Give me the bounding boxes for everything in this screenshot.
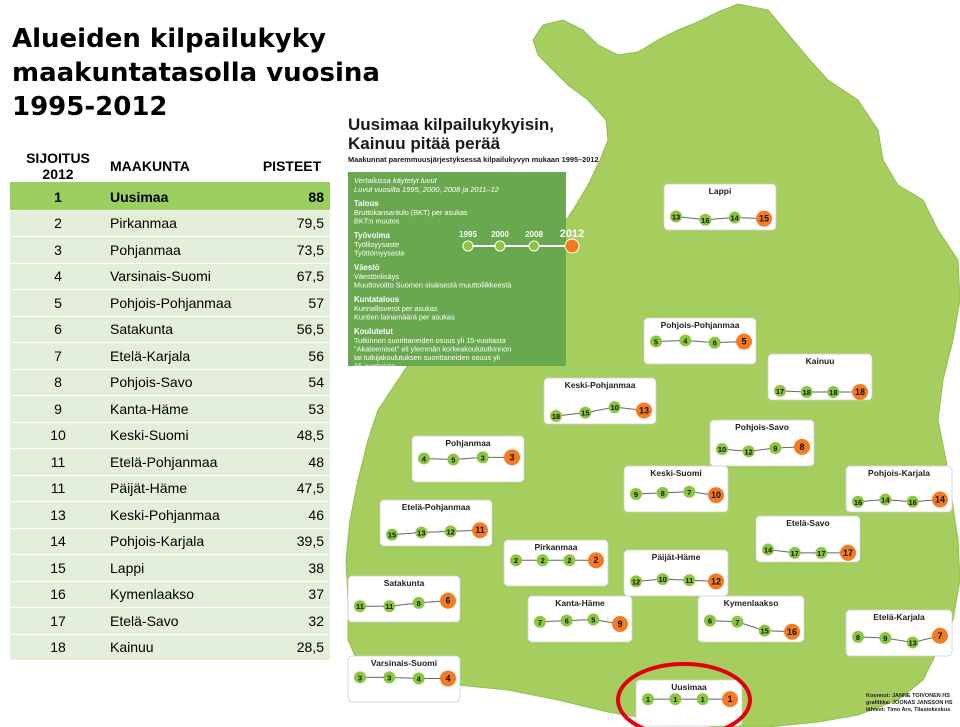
- rank-value: 14: [881, 495, 890, 505]
- region-callout: [624, 466, 728, 512]
- legend-year-label: 2008: [525, 230, 543, 239]
- legend-section-heading: Kuntatalous: [354, 295, 400, 304]
- rank-cell: 18: [10, 634, 106, 661]
- rank-value: 7: [687, 487, 692, 497]
- legend-section-line: tai tutkijakoulutuksen suorittaneiden osuus yli: [354, 353, 501, 362]
- map-subheadline: Maakunnat paremmuusjärjestyksessä kilpailukyvyn mukaan 1995–2012: [348, 155, 599, 164]
- rank-value: 4: [421, 454, 427, 464]
- rank-value: 8: [416, 598, 421, 608]
- table-row: [10, 316, 330, 343]
- table-header-row: [10, 150, 330, 183]
- legend-section-line: 15-vuotiaista: [354, 361, 396, 371]
- region-callout: [504, 540, 608, 586]
- legend-section-line: BKT:n muutos: [354, 216, 400, 226]
- region-callout: [528, 596, 632, 642]
- rank-cell: 11: [10, 475, 106, 502]
- score-cell: 46: [254, 502, 330, 529]
- rank-value: 9: [883, 634, 888, 643]
- credits-line-1: Koonnut: JANNE TOIVONEN HS: [866, 693, 950, 699]
- rank-value: 8: [660, 488, 665, 498]
- callout-region-name: Pohjois-Pohjanmaa: [660, 320, 740, 330]
- rank-value: 14: [763, 545, 773, 555]
- region-cell: Kainuu: [106, 634, 254, 661]
- callout-region-name: Pohjanmaa: [445, 438, 491, 448]
- region-callout: [348, 576, 460, 622]
- table-row: [10, 343, 330, 370]
- rank-value: 7: [937, 630, 943, 641]
- rank-value: 15: [387, 530, 397, 540]
- score-cell: 48: [254, 449, 330, 476]
- region-callout: [698, 596, 804, 642]
- callout-region-name: Etelä-Karjala: [873, 612, 925, 622]
- rank-value: 16: [908, 497, 917, 507]
- rank-value: 3: [509, 452, 515, 463]
- rank-value: 9: [773, 444, 778, 453]
- rank-value: 10: [610, 403, 619, 413]
- region-cell: Etelä-Karjala: [106, 343, 254, 370]
- rank-value: 12: [631, 577, 641, 587]
- legend-year-dot: [495, 241, 505, 251]
- rank-value: 2: [540, 556, 545, 566]
- score-cell: 73,5: [254, 237, 330, 264]
- table-row: [10, 555, 330, 582]
- callout-region-name: Etelä-Pohjanmaa: [401, 502, 471, 512]
- legend-section-line: Bruttokansantulo (BKT) per asukas: [354, 208, 468, 217]
- callout-region-name: Satakunta: [383, 578, 425, 588]
- rank-cell: 11: [10, 449, 106, 476]
- legend-section-heading: Väestö: [354, 263, 380, 272]
- rank-value: 15: [760, 626, 769, 636]
- callout-region-name: Keski-Pohjanmaa: [564, 380, 636, 390]
- rank-value: 12: [710, 576, 722, 587]
- table-row: [10, 183, 330, 210]
- callout-region-name: Pirkanmaa: [534, 542, 578, 552]
- region-cell: Uusimaa: [106, 183, 254, 210]
- region-cell: Pohjois-Karjala: [106, 528, 254, 555]
- rank-value: 9: [617, 619, 623, 629]
- legend-section-line: Väestönlisäys: [354, 272, 400, 281]
- table-row: [10, 475, 330, 502]
- rank-value: 3: [480, 453, 485, 463]
- rank-value: 5: [591, 615, 596, 625]
- rank-value: 17: [842, 547, 854, 558]
- rank-cell: 15: [10, 555, 106, 582]
- legend-intro-1: Vertailussa käytetyt luvut: [354, 176, 437, 185]
- region-callout: [348, 656, 460, 702]
- rank-value: 13: [638, 405, 650, 416]
- rank-value: 4: [416, 674, 421, 684]
- region-cell: Pohjanmaa: [106, 237, 254, 264]
- rank-value: 14: [730, 213, 739, 223]
- region-cell: Satakunta: [106, 316, 254, 343]
- table-row: [10, 449, 330, 476]
- rank-cell: 4: [10, 263, 106, 290]
- score-cell: 47,5: [254, 475, 330, 502]
- rank-value: 6: [712, 338, 717, 348]
- legend-year-label: 2012: [559, 228, 585, 240]
- region-cell: Pohjois-Pohjanmaa: [106, 290, 254, 317]
- rank-value: 5: [451, 455, 456, 465]
- rank-value: 4: [445, 673, 451, 684]
- rank-value: 18: [551, 412, 561, 421]
- score-cell: 56,5: [254, 316, 330, 343]
- region-cell: Keski-Pohjanmaa: [106, 502, 254, 529]
- score-cell: 32: [254, 608, 330, 635]
- table-row: [10, 422, 330, 449]
- rank-value: 1: [727, 694, 733, 705]
- region-header: MAAKUNTA: [106, 150, 254, 183]
- rank-value: 12: [446, 527, 455, 537]
- rank-value: 3: [387, 673, 392, 683]
- legend-section-line: Muuttovoitto Suomen sisäisestä muuttoliikkeestä: [354, 280, 512, 290]
- legend-section-line: "Akateemiset" eli ylemmän korkeakoulututkinnon: [354, 344, 512, 354]
- rank-value: 10: [710, 490, 722, 501]
- score-cell: 37: [254, 581, 330, 608]
- region-callout: [846, 466, 952, 512]
- legend-section-line: Kunnallisverot per asukas: [354, 304, 438, 313]
- legend-section-heading: Koulutetut: [354, 327, 393, 336]
- callout-region-name: Kymenlaakso: [723, 598, 779, 608]
- rank-cell: 5: [10, 290, 106, 317]
- table-row: [10, 210, 330, 237]
- credits-line-3: lähteet: Timo Aro, Tilastokeskus: [866, 707, 951, 713]
- map-headline-2: Kainuu pitää perää: [348, 134, 501, 153]
- score-cell: 54: [254, 369, 330, 396]
- rank-value: 14: [934, 494, 946, 505]
- rank-cell: 3: [10, 237, 106, 264]
- legend-year-dot: [565, 239, 579, 253]
- rank-value: 18: [829, 388, 838, 397]
- legend-section-heading: Talous: [354, 199, 379, 208]
- legend-section-line: Työttömyysaste: [354, 248, 405, 258]
- rank-value: 18: [854, 387, 866, 397]
- rank-value: 9: [633, 490, 639, 499]
- region-cell: Kanta-Häme: [106, 396, 254, 423]
- rank-value: 13: [417, 528, 426, 538]
- legend-year-dot: [463, 241, 473, 251]
- legend-intro-2: Luvut vuosilta 1995, 2000, 2008 ja 2011–12: [354, 185, 499, 194]
- score-cell: 79,5: [254, 210, 330, 237]
- credits-line-2: grafiikka: JOONAS JANSSON HS: [866, 700, 953, 706]
- rank-cell: 8: [10, 369, 106, 396]
- legend-year-label: 2000: [491, 230, 509, 239]
- rank-value: 11: [475, 525, 485, 536]
- rank-value: 6: [707, 616, 713, 626]
- rank-value: 17: [790, 548, 799, 558]
- callout-region-name: Kanta-Häme: [555, 598, 605, 608]
- score-cell: 39,5: [254, 528, 330, 555]
- rank-value: 16: [786, 626, 798, 637]
- callout-region-name: Päijät-Häme: [651, 552, 701, 562]
- rank-value: 4: [683, 336, 688, 346]
- region-cell: Päijät-Häme: [106, 475, 254, 502]
- rank-cell: 13: [10, 502, 106, 529]
- callout-region-name: Etelä-Savo: [786, 518, 830, 528]
- region-cell: Kymenlaakso: [106, 581, 254, 608]
- rank-value: 17: [775, 386, 785, 396]
- score-cell: 67,5: [254, 263, 330, 290]
- finland-map-panel: [338, 0, 960, 727]
- region-callout: [768, 354, 872, 400]
- table-row: [10, 290, 330, 317]
- region-cell: Keski-Suomi: [106, 422, 254, 449]
- score-cell: 48,5: [254, 422, 330, 449]
- region-callout: [380, 500, 492, 546]
- rank-value: 2: [567, 556, 572, 566]
- callout-region-name: Keski-Suomi: [650, 468, 702, 478]
- score-cell: 57: [254, 290, 330, 317]
- rank-value: 10: [717, 445, 727, 455]
- rank-value: 17: [817, 548, 826, 558]
- region-callout: [636, 680, 742, 726]
- table-row: [10, 581, 330, 608]
- score-cell: 56: [254, 343, 330, 370]
- rank-cell: 17: [10, 608, 106, 635]
- table-row: [10, 502, 330, 529]
- rank-value: 2: [593, 555, 599, 566]
- region-callout: [664, 184, 776, 230]
- rank-cell: 6: [10, 316, 106, 343]
- rank-value: 16: [701, 215, 710, 225]
- ranking-table: [10, 150, 330, 661]
- rank-value: 13: [671, 212, 681, 222]
- rank-value: 10: [658, 575, 667, 585]
- rank-value: 12: [744, 447, 753, 457]
- rank-value: 18: [802, 388, 811, 397]
- rank-value: 16: [853, 497, 863, 507]
- rank-value: 1: [645, 695, 651, 705]
- title-line-1: Alueiden kilpailukyky: [12, 24, 326, 54]
- rank-value: 5: [741, 336, 747, 347]
- region-callout: [544, 378, 656, 424]
- table-row: [10, 263, 330, 290]
- rank-cell: 1: [10, 183, 106, 210]
- title-line-2: maakuntatasolla vuosina: [12, 58, 380, 88]
- region-callout: [624, 550, 728, 596]
- score-cell: 53: [254, 396, 330, 423]
- legend-section-line: Työllisyysaste: [354, 240, 400, 249]
- callout-region-name: Varsinais-Suomi: [370, 658, 438, 668]
- legend-year-label: 1995: [459, 230, 477, 239]
- score-cell: 38: [254, 555, 330, 582]
- table-row: [10, 528, 330, 555]
- region-callout: [412, 436, 524, 482]
- region-cell: Pohjois-Savo: [106, 369, 254, 396]
- rank-value: 15: [758, 213, 770, 224]
- rank-cell: 9: [10, 396, 106, 423]
- map-headline-1: Uusimaa kilpailukykyisin,: [348, 115, 554, 134]
- title-line-3: 1995-2012: [12, 92, 168, 122]
- rank-cell: 10: [10, 422, 106, 449]
- rank-cell: 7: [10, 343, 106, 370]
- callout-region-name: Kainuu: [805, 356, 835, 366]
- rank-value: 11: [685, 576, 694, 586]
- rank-value: 7: [537, 617, 543, 627]
- rank-value: 3: [357, 673, 363, 683]
- table-row: [10, 634, 330, 661]
- region-callout: [756, 516, 860, 562]
- rank-value: 7: [735, 617, 740, 627]
- table-row: [10, 396, 330, 423]
- rank-header: SIJOITUS 2012: [10, 150, 106, 183]
- score-cell: 88: [254, 183, 330, 210]
- region-cell: Etelä-Pohjanmaa: [106, 449, 254, 476]
- rank-value: 6: [445, 595, 451, 606]
- score-cell: 28,5: [254, 634, 330, 661]
- score-header: PISTEET: [254, 150, 330, 183]
- legend-section-heading: Työvoima: [354, 231, 390, 240]
- region-cell: Etelä-Savo: [106, 608, 254, 635]
- callout-region-name: Pohjois-Karjala: [868, 468, 930, 478]
- page-title: [12, 22, 380, 124]
- region-cell: Varsinais-Suomi: [106, 263, 254, 290]
- rank-value: 8: [799, 441, 805, 452]
- callout-region-name: Pohjois-Savo: [735, 422, 789, 432]
- legend-section-line: Kuntien lainamäärä per asukas: [354, 312, 455, 322]
- rank-cell: 14: [10, 528, 106, 555]
- rank-value: 11: [385, 602, 394, 612]
- rank-value: 1: [700, 695, 705, 705]
- region-cell: Lappi: [106, 555, 254, 582]
- region-callout: [644, 318, 756, 364]
- callout-region-name: Lappi: [708, 186, 732, 196]
- legend-year-dot: [529, 241, 539, 251]
- rank-value: 15: [581, 408, 590, 418]
- callout-region-name: Uusimaa: [671, 682, 707, 692]
- rank-value: 11: [356, 602, 364, 612]
- rank-value: 5: [653, 337, 659, 347]
- region-callout: [710, 420, 814, 466]
- region-cell: Pirkanmaa: [106, 210, 254, 237]
- rank-cell: 16: [10, 581, 106, 608]
- table-row: [10, 608, 330, 635]
- table-row: [10, 237, 330, 264]
- rank-value: 2: [513, 556, 519, 566]
- rank-value: 8: [855, 632, 861, 642]
- rank-value: 1: [673, 695, 678, 705]
- table-row: [10, 369, 330, 396]
- rank-value: 6: [564, 616, 569, 626]
- rank-cell: 2: [10, 210, 106, 237]
- region-callout: [846, 610, 952, 656]
- rank-value: 13: [908, 638, 917, 648]
- legend-section-line: Tutkinnon suorittaneiden osuus yli 15-vuotiasta: [354, 336, 506, 345]
